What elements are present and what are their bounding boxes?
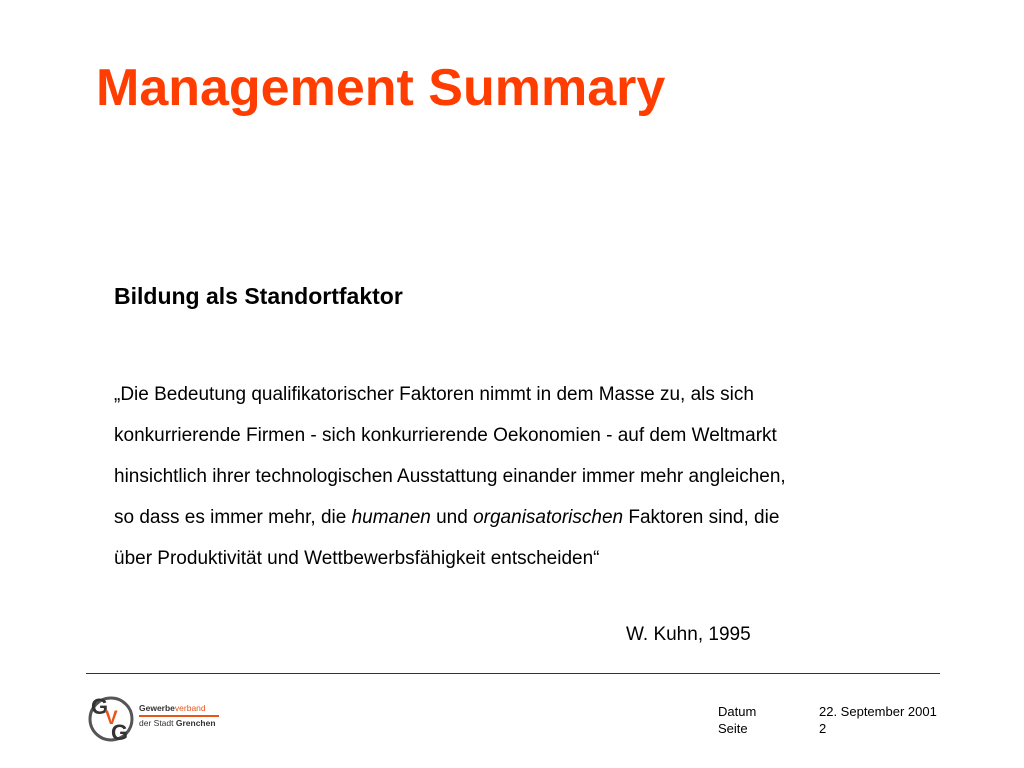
logo-text-grenchen: Grenchen xyxy=(175,718,216,728)
logo-text-line-1 xyxy=(139,703,206,713)
quote-line-5: über Produktivität und Wettbewerbsfähigkeit entscheiden“ xyxy=(114,548,600,569)
quote-author: W. Kuhn, 1995 xyxy=(626,624,751,645)
quote-line-4-part-2: und xyxy=(430,507,474,528)
quote-line-1: „Die Bedeutung qualifikatorischer Faktoren nimmt in dem Masse zu, als sich xyxy=(114,384,754,405)
quote-line-4 xyxy=(114,497,954,538)
quote-emphasis-organisatorischen: organisatorischen xyxy=(473,507,624,528)
quote-emphasis-humanen: humanen xyxy=(351,507,431,528)
seite-value: 2 xyxy=(819,721,827,736)
datum-label: Datum xyxy=(718,704,757,719)
gewerbeverband-logo xyxy=(85,692,225,746)
logo-text-gewerbe: Gewerbe xyxy=(139,703,175,713)
footer-divider xyxy=(86,673,940,674)
seite-label: Seite xyxy=(718,721,748,736)
slide-subtitle: Bildung als Standortfaktor xyxy=(114,283,403,309)
quote-line-2: konkurrierende Firmen - sich konkurrierende Oekonomien - auf dem Weltmarkt xyxy=(114,425,777,446)
quote-line-4-part-1: so dass es immer mehr, die xyxy=(114,507,352,528)
logo-text-verband: verband xyxy=(174,703,206,713)
quote-line-4-part-3: Faktoren sind, die xyxy=(623,507,780,528)
logo-letter-v: V xyxy=(105,708,118,729)
logo-letter-g-top: G xyxy=(91,694,109,719)
datum-value: 22. September 2001 xyxy=(819,704,937,719)
quote-line-3: hinsichtlich ihrer technologischen Ausstattung einander immer mehr angleichen, xyxy=(114,466,786,487)
logo-text-der-stadt: der Stadt xyxy=(139,718,176,728)
slide-title: Management Summary xyxy=(96,59,666,117)
logo-letter-g-bottom: G xyxy=(111,720,129,745)
quote-text xyxy=(114,374,954,579)
logo-text-line-2 xyxy=(139,718,216,728)
logo-underline xyxy=(139,715,219,717)
